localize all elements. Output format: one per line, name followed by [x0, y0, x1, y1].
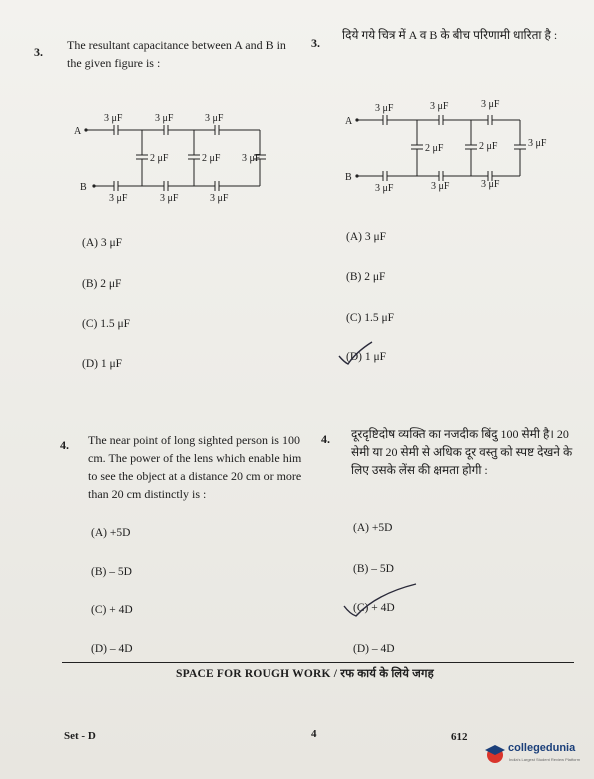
q3-hi-terminal-a: A: [345, 116, 353, 127]
q3-hi-option-d[interactable]: (D) 1 μF: [346, 351, 387, 363]
set-label: Set - D: [64, 730, 96, 742]
q4-en-number: 4.: [60, 438, 69, 452]
q4-en-option-a[interactable]: (A) +5D: [91, 527, 131, 539]
paper-code: 612: [451, 731, 468, 743]
q3-en-option-c[interactable]: (C) 1.5 μF: [82, 318, 131, 330]
q3-hi-terminal-b: B: [345, 172, 352, 183]
q4-en-option-b[interactable]: (B) – 5D: [91, 566, 132, 578]
q3-hi-option-c[interactable]: (C) 1.5 μF: [346, 312, 395, 324]
q4-hi-text: दूरदृष्टिदोष व्यक्ति का नजदीक बिंदु 100 सेमी है। 20 सेमी या 20 सेमी से अधिक दूर वस्तु को स्पष्ट देखने के लिए उसके लेंस की क्षमता होगी :: [351, 427, 573, 477]
q4-en-option-d[interactable]: (D) – 4D: [91, 643, 133, 655]
q3-hi-bottom-cap-2: 3 μF: [431, 181, 450, 192]
q3-en-shunt-cap-2: 2 μF: [202, 153, 221, 164]
q3-en-bottom-cap-2: 3 μF: [160, 193, 179, 204]
q4-hi-option-b[interactable]: (B) – 5D: [353, 563, 394, 575]
q3-en-top-cap-1: 3 μF: [104, 113, 123, 124]
q3-hi-option-b[interactable]: (B) 2 μF: [346, 271, 386, 283]
q3-en-terminal-a: A: [74, 126, 82, 137]
collegedunia-logo: [484, 740, 588, 774]
q3-en-option-b[interactable]: (B) 2 μF: [82, 278, 122, 290]
q3-en-option-d[interactable]: (D) 1 μF: [82, 358, 123, 370]
q3-hi-shunt-cap-3: 3 μF: [528, 138, 547, 149]
q3-hi-top-cap-3: 3 μF: [481, 99, 500, 110]
q4-hi-number: 4.: [321, 432, 330, 446]
q3-en-text: The resultant capacitance between A and B in the given figure is :: [67, 38, 286, 70]
logo-tagline: India's Largest Student Review Platform: [509, 757, 581, 762]
q3-en-circuit: [72, 104, 287, 204]
answer-tick-mark: [336, 340, 376, 368]
q3-en-bottom-cap-1: 3 μF: [109, 193, 128, 204]
q4-en-text: The near point of long sighted person is 100 cm. The power of the lens which enable him to see the object at a distance 20 cm or more than 20 cm distinctly is :: [88, 433, 302, 501]
logo-wordmark: collegedunia: [508, 742, 576, 754]
q3-hi-shunt-cap-2: 2 μF: [479, 141, 498, 152]
q3-en-bottom-cap-3: 3 μF: [210, 193, 229, 204]
q4-hi-option-c[interactable]: (C) + 4D: [353, 602, 395, 614]
answer-stroke-mark: [340, 580, 420, 620]
q3-en-option-a[interactable]: (A) 3 μF: [82, 237, 123, 249]
q4-hi-option-d[interactable]: (D) – 4D: [353, 643, 395, 655]
q3-hi-top-cap-2: 3 μF: [430, 101, 449, 112]
q3-hi-text: दिये गये चित्र में A व B के बीच परिणामी धारिता है :: [342, 28, 558, 42]
q3-en-shunt-cap-1: 2 μF: [150, 153, 169, 164]
q3-hi-option-a[interactable]: (A) 3 μF: [346, 231, 387, 243]
rough-work-label: SPACE FOR ROUGH WORK / रफ कार्य के लिये जगह: [176, 668, 434, 680]
q3-hi-shunt-cap-1: 2 μF: [425, 143, 444, 154]
q3-hi-bottom-cap-1: 3 μF: [375, 183, 394, 194]
q3-en-top-cap-3: 3 μF: [205, 113, 224, 124]
q3-hi-bottom-cap-3: 3 μF: [481, 179, 500, 190]
graduation-cap-icon: [484, 742, 506, 764]
page-number: 4: [311, 728, 317, 740]
q3-hi-number: 3.: [311, 36, 320, 50]
q3-en-number: 3.: [34, 45, 43, 59]
q3-en-top-cap-2: 3 μF: [155, 113, 174, 124]
q4-hi-option-a[interactable]: (A) +5D: [353, 522, 393, 534]
q3-en-shunt-cap-3: 3 μF: [242, 153, 261, 164]
q3-en-terminal-b: B: [80, 182, 87, 193]
q3-hi-circuit: [333, 94, 563, 194]
q4-en-option-c[interactable]: (C) + 4D: [91, 604, 133, 616]
q3-hi-top-cap-1: 3 μF: [375, 103, 394, 114]
rough-work-divider: [62, 662, 574, 663]
